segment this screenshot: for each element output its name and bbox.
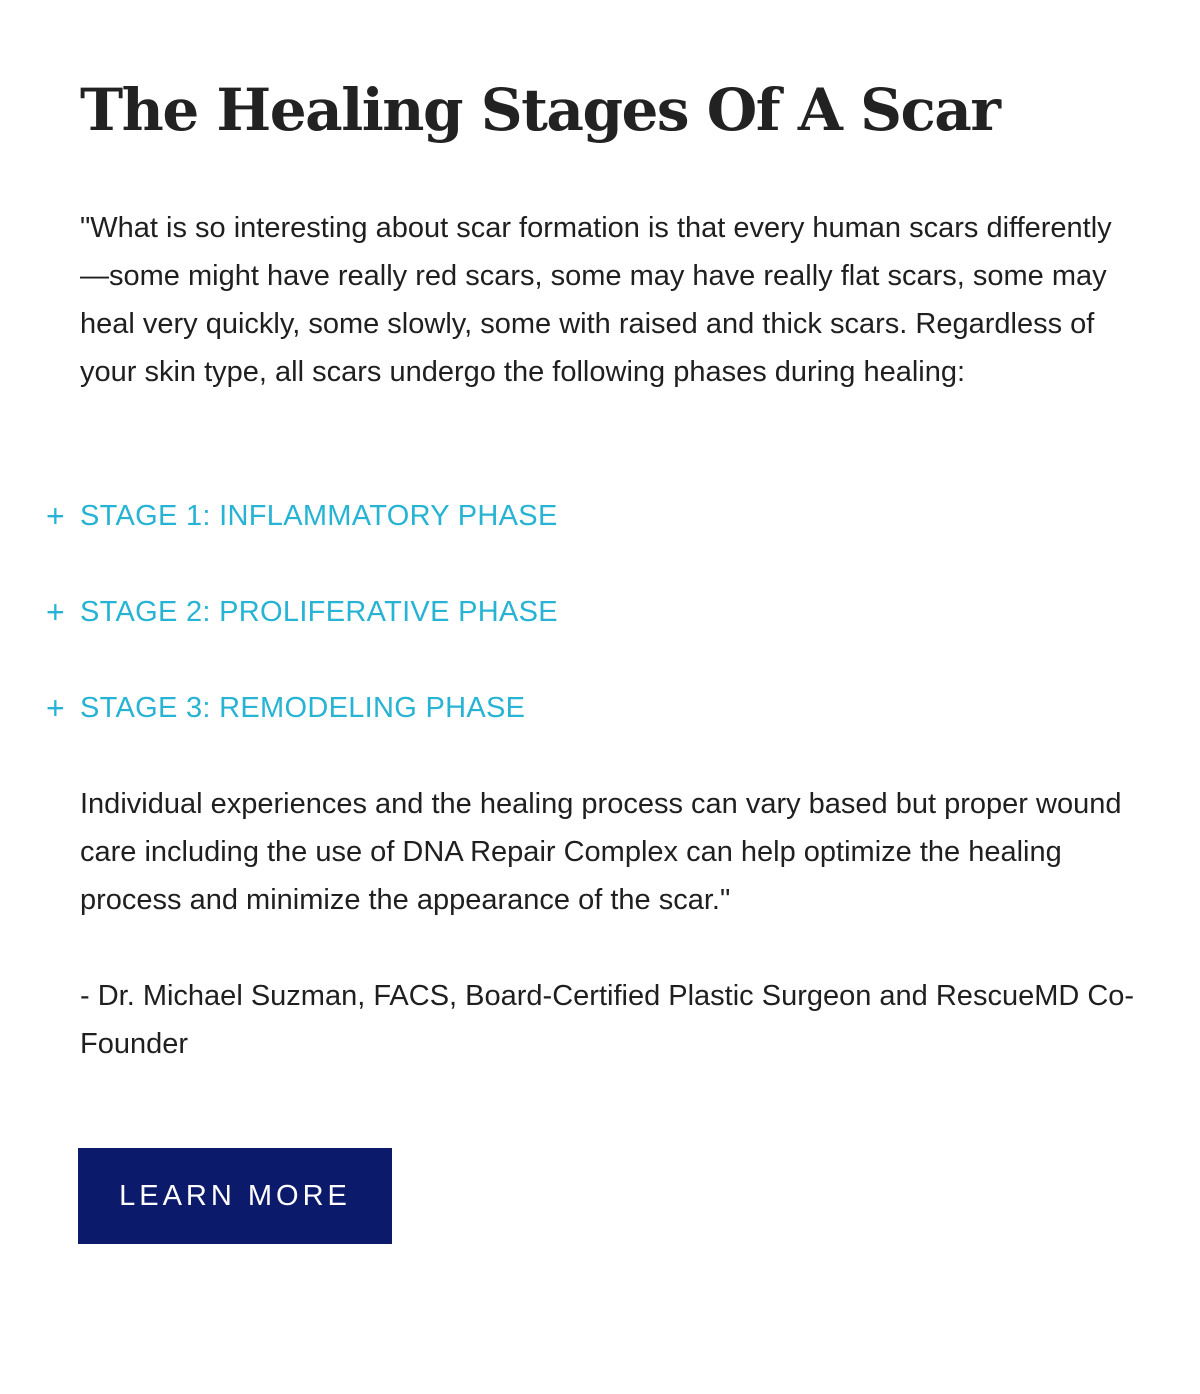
accordion-stage-1[interactable] xyxy=(46,496,558,536)
accordion-stage-3[interactable] xyxy=(46,688,525,728)
stage-label: STAGE 2: PROLIFERATIVE PHASE xyxy=(80,596,558,628)
plus-icon: + xyxy=(46,594,65,630)
stage-label: STAGE 3: REMODELING PHASE xyxy=(80,692,526,724)
section-title: The Healing Stages Of A Scar xyxy=(80,76,1000,144)
plus-icon: + xyxy=(46,690,65,726)
quote-attribution: - Dr. Michael Suzman, FACS, Board-Certified Plastic Surgeon and RescueMD Co-Founder xyxy=(80,980,1135,1060)
outro-quote: Individual experiences and the healing process can vary based but proper wound care including the use of DNA Repair Complex can help optimize the healing process and minimize the appearance of the scar." xyxy=(80,788,1122,916)
plus-icon: + xyxy=(46,498,65,534)
stage-label: STAGE 1: INFLAMMATORY PHASE xyxy=(80,500,558,532)
learn-more-button[interactable]: LEARN MORE xyxy=(78,1148,392,1244)
accordion-stage-2[interactable] xyxy=(46,592,558,632)
intro-quote: "What is so interesting about scar formation is that every human scars differently—some might have really red scars, some may have really flat scars, some may heal very quickly, some slowly, some with raised and thick scars. Regardless of your skin type, all scars undergo the following phases during healing: xyxy=(80,212,1112,388)
